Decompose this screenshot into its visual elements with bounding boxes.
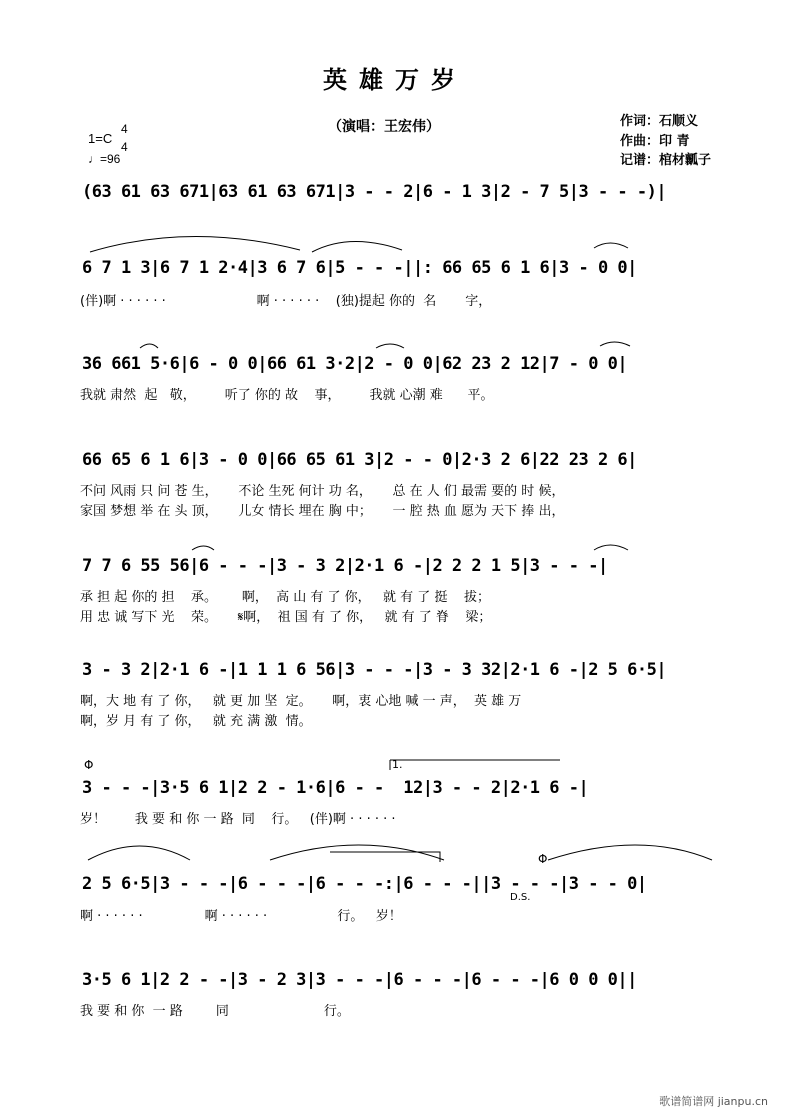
coda-sign-2: Φ — [538, 852, 548, 866]
lyric-line-4a: 不问 风雨 只 问 苍 生， 不论 生死 何计 功 名， 总 在 人 们 最需 要的 时 候， — [80, 484, 565, 499]
song-title: 英雄万岁 — [323, 66, 467, 94]
volta-bracket — [390, 760, 560, 770]
time-signature-bottom: 4 — [121, 140, 128, 154]
singer-credit: （演唱：王宏伟） — [328, 119, 440, 135]
notation-line-5: 7 7 6 55 56|6 - - -|3 - 3 2|2·1 6 -|2 2 2 1 5|3 - - -| — [82, 556, 608, 576]
lyric-line-5b: 用 忠 诚 写下 光 荣。 𝄋啊， 祖 国 有 了 你， 就 有 了 脊 梁； — [80, 610, 492, 625]
slur-arc — [376, 344, 404, 348]
notation-line-9: 3·5 6 1|2 2 - -|3 - 2 3|3 - - -|6 - - -|6 - - -|6 0 0 0|| — [82, 970, 637, 990]
site-footer: 歌谱简谱网 jianpu.cn — [659, 1095, 768, 1108]
notation-line-1: (63 61 63 671|63 61 63 671|3 - - 2|6 - 1 3|2 - 7 5|3 - - -)| — [82, 182, 667, 202]
notation-line-3: 36 661 5·6|6 - 0 0|66 61 3·2|2 - 0 0|62 23 2 12|7 - 0 0| — [82, 354, 628, 374]
slur-arc — [548, 845, 712, 860]
slur-arc — [594, 545, 628, 550]
slur-arc — [600, 342, 630, 346]
lyric-line-7: 岁！ 我 要 和 你 一 路 同 行。 (伴)啊 · · · · · · — [80, 812, 396, 827]
lyric-line-2: (伴)啊 · · · · · · 啊 · · · · · · (独)提起 你的 名 字， — [80, 294, 492, 309]
slur-arc — [192, 546, 214, 550]
lyric-line-6b: 啊，岁 月 有 了 你， 就 充 满 激 情。 — [80, 714, 312, 729]
transcriber-credit: 记谱：棺材瓤子 — [620, 153, 712, 168]
lyric-line-5a: 承 担 起 你的 担 承。 啊， 高 山 有 了 你， 就 有 了 挺 拔； — [80, 590, 490, 605]
volta-one: 1. — [392, 758, 403, 771]
composer-credit: 作曲：印 青 — [620, 134, 690, 149]
notation-line-2: 6 7 1 3|6 7 1 2·4|3 6 7 6|5 - - -||: 66 65 6 1 6|3 - 0 0| — [82, 258, 637, 278]
slur-arc — [140, 344, 158, 348]
notation-line-7: 3 - - -|3·5 6 1|2 2 - 1·6|6 - - 12|3 - - 2|2·1 6 -| — [82, 778, 589, 798]
lyric-line-8: 啊 · · · · · · 啊 · · · · · · 行。 岁！ — [80, 909, 402, 924]
key-signature: 1=C — [88, 131, 113, 146]
notation-line-8: 2 5 6·5|3 - - -|6 - - -|6 - - -:|6 - - -||3 - - -|3 - - 0| — [82, 874, 647, 894]
lyric-line-6a: 啊，大 地 有 了 你， 就 更 加 坚 定。 啊，衷 心地 喊 一 声， 英 雄 万 — [80, 694, 522, 709]
lyric-line-3: 我就 肃然 起 敬， 听了 你的 故 事， 我就 心潮 难 平。 — [80, 388, 494, 403]
lyric-line-4b: 家国 梦想 举 在 头 顶， 儿女 情长 埋在 胸 中； 一 腔 热 血 愿为 天下 捧 出， — [80, 504, 565, 519]
coda-sign: Φ — [84, 758, 94, 772]
time-signature-top: 4 — [121, 122, 128, 136]
ds-marking: D.S. — [510, 892, 531, 903]
notation-line-4: 66 65 6 1 6|3 - 0 0|66 65 61 3|2 - - 0|2·3 2 6|22 23 2 6| — [82, 450, 637, 470]
slur-arc — [594, 243, 628, 248]
slur-arc — [88, 846, 190, 860]
lyricist-credit: 作词：石顺义 — [620, 114, 699, 129]
lyric-line-9: 我 要 和 你 一 路 同 行。 — [80, 1004, 350, 1019]
slur-arc — [90, 236, 300, 252]
slur-arc — [312, 241, 402, 252]
notation-line-6: 3 - 3 2|2·1 6 -|1 1 1 6 56|3 - - -|3 - 3 32|2·1 6 -|2 5 6·5| — [82, 660, 667, 680]
tempo-marking: ♩=96 — [88, 152, 121, 166]
